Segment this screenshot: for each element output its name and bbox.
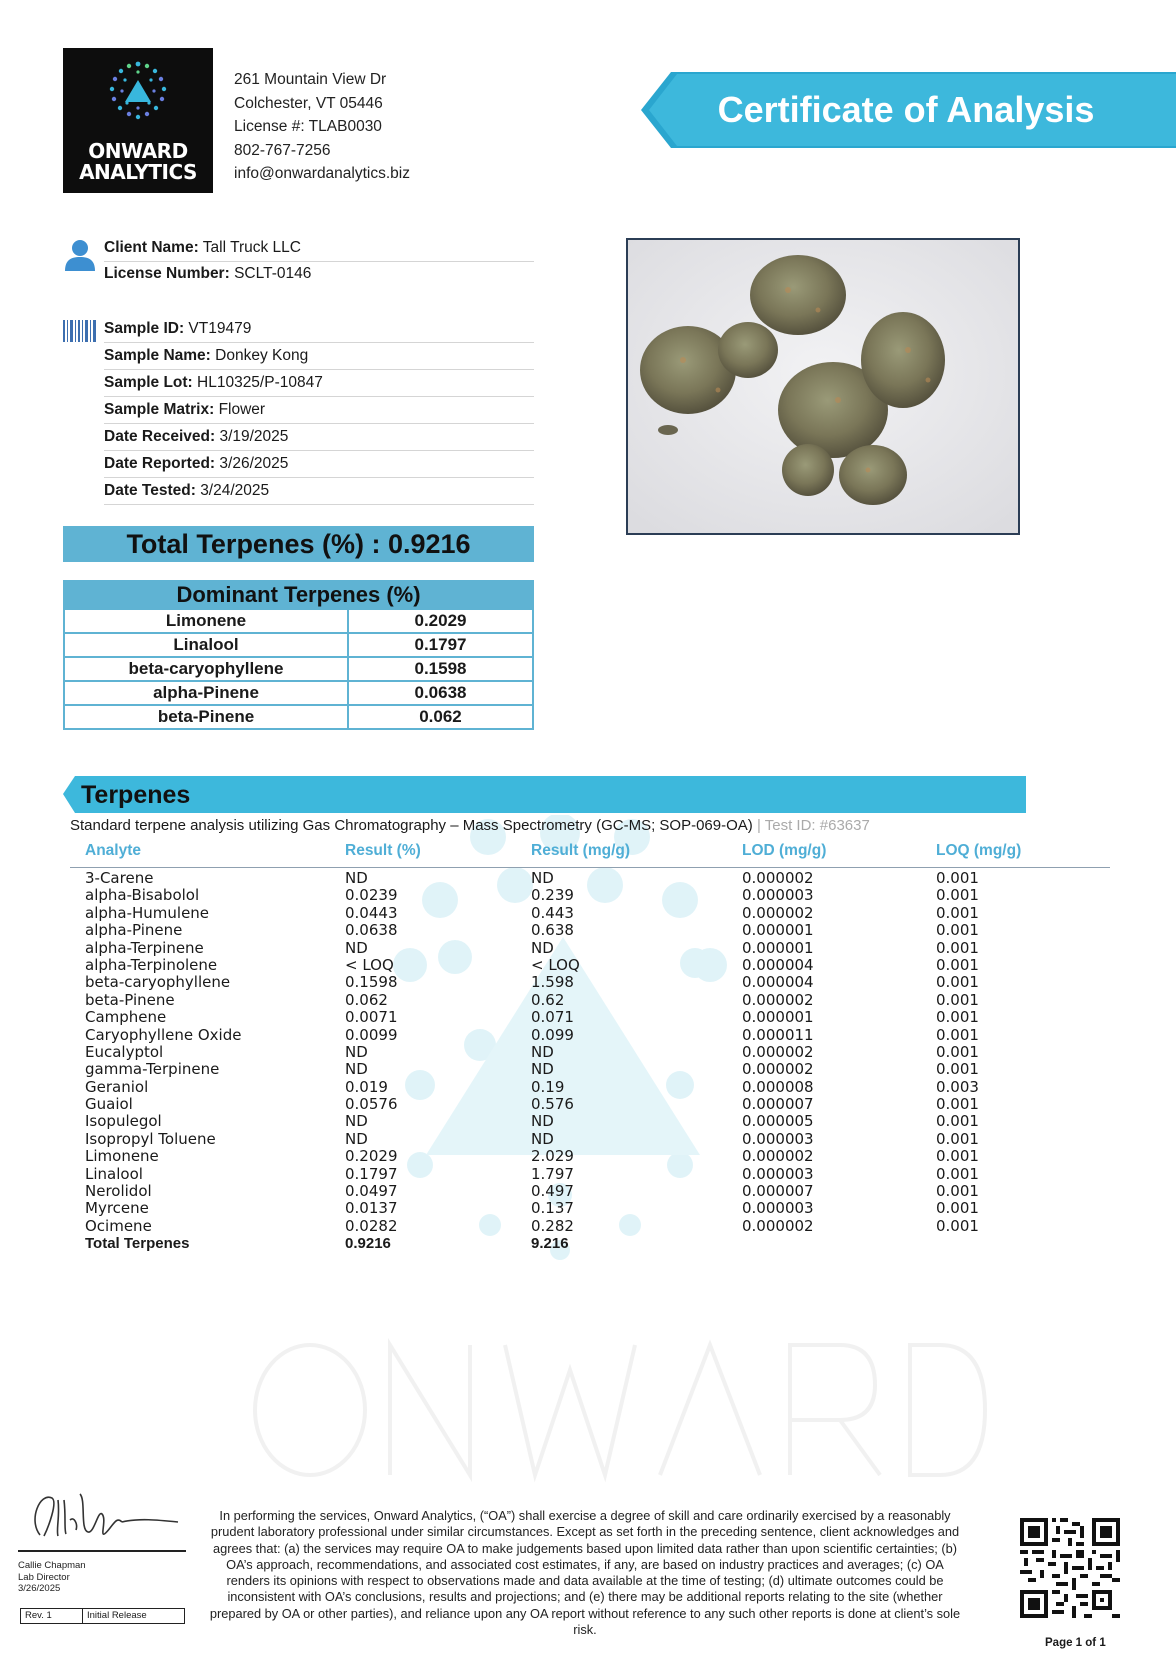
- terpenes-title: Terpenes: [81, 781, 191, 809]
- dominant-value: 0.062: [348, 705, 533, 729]
- lod: 0.000002: [742, 1147, 814, 1166]
- terpenes-section-header: [63, 776, 1026, 813]
- revision-number: Rev. 1: [25, 1610, 52, 1621]
- signatory: [18, 1560, 86, 1595]
- sample-lot-label: Sample Lot:: [104, 374, 193, 391]
- table-row: [0, 1148, 1176, 1165]
- lod: 0.000005: [742, 1112, 814, 1131]
- analyte: alpha-Terpinene: [85, 938, 204, 957]
- date-reported-label: Date Reported:: [104, 455, 216, 472]
- result-mg: 9.216: [531, 1235, 569, 1253]
- logo-wordmark-line1: ONWARD: [88, 139, 188, 163]
- loq: 0.001: [936, 903, 979, 922]
- client-license-value: SCLT-0146: [234, 265, 312, 282]
- sample-lot-value: HL10325/P-10847: [197, 374, 323, 391]
- dominant-value: 0.0638: [348, 681, 533, 705]
- analyte: Isopulegol: [85, 1112, 162, 1131]
- result-pct: 0.0137: [345, 1199, 398, 1218]
- result-pct: 0.0638: [345, 921, 398, 940]
- analyte: Limonene: [85, 1147, 159, 1166]
- loq: 0.001: [936, 1147, 979, 1166]
- date-tested-label: Date Tested:: [104, 482, 196, 499]
- result-mg: ND: [531, 1042, 554, 1061]
- col-header-result-pct: Result (%): [345, 842, 421, 859]
- result-mg: 2.029: [531, 1147, 574, 1166]
- loq: 0.003: [936, 1077, 979, 1096]
- analyte: beta-Pinene: [85, 990, 175, 1009]
- revision-note: Initial Release: [87, 1610, 147, 1621]
- dominant-value: 0.1598: [348, 657, 533, 681]
- table-row: [0, 1166, 1176, 1183]
- document-title: Certificate of Analysis: [717, 89, 1095, 130]
- lod: 0.000002: [742, 1042, 814, 1061]
- loq: 0.001: [936, 973, 979, 992]
- header-divider: [70, 867, 1110, 868]
- result-mg: 0.576: [531, 1095, 574, 1114]
- result-pct: 0.1797: [345, 1164, 398, 1183]
- address-license: License #: TLAB0030: [234, 118, 382, 135]
- sample-lot-row: [104, 370, 534, 397]
- lod: 0.000001: [742, 1008, 814, 1027]
- loq: 0.001: [936, 1095, 979, 1114]
- lod: 0.000002: [742, 1216, 814, 1235]
- result-mg: 1.598: [531, 973, 574, 992]
- col-header-lod: LOD (mg/g): [742, 842, 827, 859]
- method-text: Standard terpene analysis utilizing Gas Chromatography – Mass Spectrometry (GC-MS; SOP-069-OA): [70, 817, 753, 834]
- result-mg: 0.638: [531, 921, 574, 940]
- terpenes-table-body: [0, 870, 1176, 1253]
- result-pct: 0.019: [345, 1077, 388, 1096]
- date-reported-value: 3/26/2025: [219, 455, 289, 472]
- lod: 0.000003: [742, 1199, 814, 1218]
- qr-code[interactable]: [1020, 1518, 1120, 1618]
- dominant-name: Linalool: [64, 633, 348, 657]
- revision-box: [20, 1608, 185, 1624]
- table-row: [0, 1200, 1176, 1217]
- analyte: Linalool: [85, 1164, 143, 1183]
- analyte: 3-Carene: [85, 869, 154, 887]
- table-row: [0, 1009, 1176, 1026]
- result-pct: 0.0497: [345, 1182, 398, 1201]
- address-phone: 802-767-7256: [234, 141, 331, 159]
- loq: 0.001: [936, 1199, 979, 1218]
- loq: 0.001: [936, 1129, 979, 1148]
- lod: 0.000002: [742, 1060, 814, 1079]
- loq: 0.001: [936, 1042, 979, 1061]
- table-row: [0, 1131, 1176, 1148]
- analyte: alpha-Pinene: [85, 921, 183, 940]
- lod: 0.000008: [742, 1077, 814, 1096]
- lod: 0.000011: [742, 1025, 814, 1044]
- table-row: [0, 887, 1176, 904]
- table-row: [0, 992, 1176, 1009]
- dominant-value: 0.1797: [348, 633, 533, 657]
- client-name-row: [104, 235, 534, 262]
- total-row: [0, 1235, 1176, 1252]
- result-pct: 0.0576: [345, 1095, 398, 1114]
- result-pct: ND: [345, 938, 368, 957]
- signature-date: 3/26/2025: [18, 1583, 61, 1594]
- result-mg: 0.071: [531, 1008, 574, 1027]
- table-row: [0, 1027, 1176, 1044]
- analyte: gamma-Terpinene: [85, 1060, 220, 1079]
- loq: 0.001: [936, 1216, 979, 1235]
- signature-line: [18, 1550, 186, 1552]
- loq: 0.001: [936, 1060, 979, 1079]
- table-row: [0, 1044, 1176, 1061]
- table-row: [0, 1079, 1176, 1096]
- table-row: [0, 1113, 1176, 1130]
- dominant-name: alpha-Pinene: [64, 681, 348, 705]
- result-pct: 0.0239: [345, 886, 398, 905]
- lod: 0.000002: [742, 903, 814, 922]
- table-row: [64, 705, 533, 729]
- result-pct: 0.0099: [345, 1025, 398, 1044]
- sample-id-row: [104, 316, 534, 343]
- table-row: [0, 974, 1176, 991]
- dominant-value: 0.2029: [348, 609, 533, 633]
- dominant-name: Limonene: [64, 609, 348, 633]
- loq: 0.001: [936, 1025, 979, 1044]
- lab-address: [234, 68, 410, 186]
- result-pct: ND: [345, 1060, 368, 1079]
- client-license-row: [104, 261, 534, 287]
- analyte: Isopropyl Toluene: [85, 1129, 216, 1148]
- table-row: [64, 657, 533, 681]
- signature: [18, 1480, 186, 1546]
- sample-photo: [626, 238, 1020, 535]
- analyte: Caryophyllene Oxide: [85, 1025, 242, 1044]
- table-row: [0, 940, 1176, 957]
- page-number: Page 1 of 1: [1045, 1637, 1106, 1649]
- analyte: Guaiol: [85, 1095, 133, 1114]
- date-reported-row: [104, 451, 534, 478]
- result-mg: 0.62: [531, 990, 565, 1009]
- table-row: [0, 870, 1176, 887]
- sample-matrix-value: Flower: [218, 401, 266, 418]
- dominant-terpenes-title: Dominant Terpenes (%): [63, 580, 534, 608]
- sample-id-value: VT19479: [188, 320, 252, 337]
- date-tested-value: 3/24/2025: [200, 482, 270, 499]
- col-header-result-mg: Result (mg/g): [531, 842, 631, 859]
- result-mg: 0.137: [531, 1199, 574, 1218]
- address-street: 261 Mountain View Dr: [234, 71, 387, 88]
- table-row: [0, 922, 1176, 939]
- signatory-title: Lab Director: [18, 1571, 70, 1583]
- sample-name-label: Sample Name:: [104, 347, 211, 364]
- date-received-row: [104, 424, 534, 451]
- loq: 0.001: [936, 1112, 979, 1131]
- result-pct: ND: [345, 1129, 368, 1148]
- lod: 0.000001: [742, 938, 814, 957]
- dominant-name: beta-Pinene: [64, 705, 348, 729]
- analyte: Eucalyptol: [85, 1042, 164, 1061]
- result-pct: ND: [345, 1112, 368, 1131]
- result-pct: 0.9216: [345, 1235, 391, 1253]
- loq: 0.001: [936, 886, 979, 905]
- analyte: Nerolidol: [85, 1182, 152, 1201]
- loq: 0.001: [936, 869, 979, 887]
- analyte: alpha-Terpinolene: [85, 955, 218, 974]
- legal-disclaimer: In performing the services, Onward Analytics, (“OA”) shall exercise a degree of skill and care ordinarily exercised by a reasonably prudent laboratory professional under similar circumstances. Except as set forth in the preceding sentence, client acknowledges and agrees that: (a) the services may require OA to make judgements based upon limited data rather than upon scientific certainties; (b) OA’s approach, recommendations, and associated cost estimates, if any, are based on industry practices and averages; (c) OA renders its opinions with respect to observations made and data available at the time of testing; (d) ultimate outcomes could be inconsistent with OA’s conclusions, results and projections; and (e) there may be additional reports relating to the site (whether prepared by OA or other parties), and reliance upon any OA report without reference to any such other reports is done at client’s sole risk.: [209, 1508, 961, 1638]
- lod: 0.000003: [742, 886, 814, 905]
- analyte: Total Terpenes: [85, 1235, 190, 1253]
- sample-id-label: Sample ID:: [104, 320, 185, 337]
- table-row: [0, 1061, 1176, 1078]
- logo-wordmark-line2: ANALYTICS: [79, 160, 197, 184]
- lod: 0.000007: [742, 1095, 814, 1114]
- sample-matrix-label: Sample Matrix:: [104, 401, 215, 418]
- result-mg: < LOQ: [531, 955, 580, 974]
- dominant-name: beta-caryophyllene: [64, 657, 348, 681]
- address-city: Colchester, VT 05446: [234, 94, 383, 112]
- result-mg: ND: [531, 1129, 554, 1148]
- loq: 0.001: [936, 938, 979, 957]
- result-mg: 0.19: [531, 1077, 565, 1096]
- loq: 0.001: [936, 1008, 979, 1027]
- analyte: Ocimene: [85, 1216, 152, 1235]
- lod: 0.000001: [742, 921, 814, 940]
- table-row: [0, 905, 1176, 922]
- loq: 0.001: [936, 990, 979, 1009]
- analyte: alpha-Humulene: [85, 903, 210, 922]
- result-mg: 0.099: [531, 1025, 574, 1044]
- sample-name-value: Donkey Kong: [215, 347, 309, 364]
- result-pct: 0.0071: [345, 1008, 398, 1027]
- result-mg: ND: [531, 1060, 554, 1079]
- address-email[interactable]: info@onwardanalytics.biz: [234, 165, 410, 182]
- date-received-label: Date Received:: [104, 428, 216, 445]
- revision-divider: [82, 1609, 83, 1623]
- table-row: [0, 957, 1176, 974]
- lod: 0.000003: [742, 1129, 814, 1148]
- date-received-value: 3/19/2025: [219, 428, 289, 445]
- col-header-loq: LOQ (mg/g): [936, 842, 1022, 859]
- analyte: Myrcene: [85, 1199, 149, 1218]
- result-mg: 0.282: [531, 1216, 574, 1235]
- signatory-name: Callie Chapman: [18, 1560, 86, 1571]
- sample-matrix-row: [104, 397, 534, 424]
- lod: 0.000007: [742, 1182, 814, 1201]
- loq: 0.001: [936, 955, 979, 974]
- table-row: [0, 1183, 1176, 1200]
- result-pct: ND: [345, 869, 368, 887]
- client-license-label: License Number:: [104, 265, 230, 282]
- result-pct: ND: [345, 1042, 368, 1061]
- total-terpenes-banner: Total Terpenes (%) : 0.9216: [63, 526, 534, 562]
- analyte: Geraniol: [85, 1077, 149, 1096]
- lod: 0.000002: [742, 869, 814, 887]
- result-mg: 1.797: [531, 1164, 574, 1183]
- lod: 0.000003: [742, 1164, 814, 1183]
- lod: 0.000004: [742, 973, 814, 992]
- table-row: [64, 681, 533, 705]
- table-row: [64, 633, 533, 657]
- col-header-analyte: Analyte: [85, 842, 141, 859]
- result-pct: 0.2029: [345, 1147, 398, 1166]
- table-row: [0, 1096, 1176, 1113]
- result-mg: 0.443: [531, 903, 574, 922]
- result-mg: ND: [531, 1112, 554, 1131]
- result-pct: 0.0282: [345, 1216, 398, 1235]
- loq: 0.001: [936, 1164, 979, 1183]
- analyte: beta-caryophyllene: [85, 973, 231, 992]
- dominant-terpenes-table: [63, 608, 534, 730]
- client-name-label: Client Name:: [104, 239, 199, 256]
- person-icon: [63, 238, 97, 272]
- result-pct: 0.0443: [345, 903, 398, 922]
- result-mg: 0.497: [531, 1182, 574, 1201]
- date-tested-row: [104, 478, 534, 505]
- table-row: [0, 1218, 1176, 1235]
- analyte: Camphene: [85, 1008, 167, 1027]
- loq: 0.001: [936, 1182, 979, 1201]
- certificate-banner: [641, 72, 1176, 148]
- result-pct: 0.1598: [345, 973, 398, 992]
- result-mg: ND: [531, 938, 554, 957]
- company-logo: [63, 48, 213, 193]
- sample-name-row: [104, 343, 534, 370]
- lod: 0.000002: [742, 990, 814, 1009]
- analyte: alpha-Bisabolol: [85, 886, 200, 905]
- loq: 0.001: [936, 921, 979, 940]
- table-row: [64, 609, 533, 633]
- result-pct: 0.062: [345, 990, 388, 1009]
- terpenes-description: [70, 817, 870, 834]
- result-mg: 0.239: [531, 886, 574, 905]
- lod: 0.000004: [742, 955, 814, 974]
- result-pct: < LOQ: [345, 955, 394, 974]
- client-name-value: Tall Truck LLC: [202, 239, 301, 256]
- barcode-icon: [63, 320, 97, 342]
- test-id: | Test ID: #63637: [752, 817, 870, 834]
- result-mg: ND: [531, 869, 554, 887]
- logo-mark: [100, 58, 176, 138]
